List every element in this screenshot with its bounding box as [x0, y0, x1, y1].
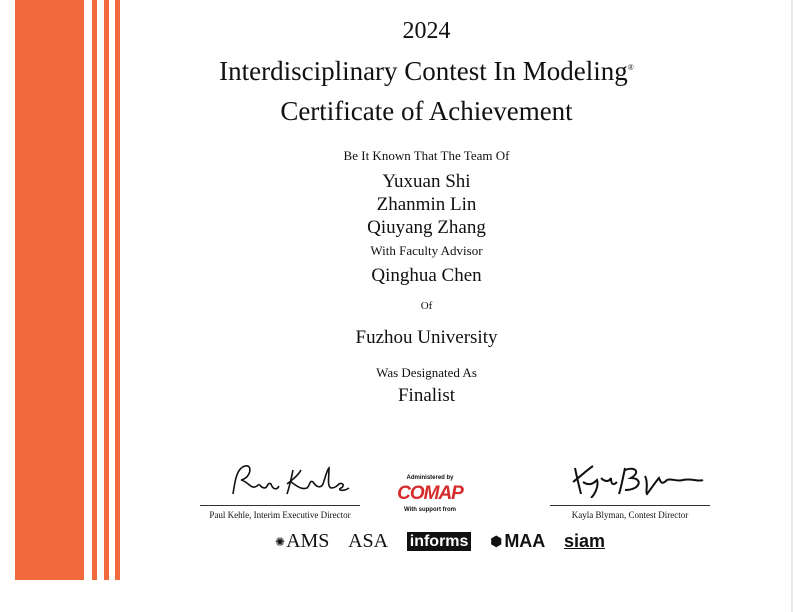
asa-logo: ASA	[348, 530, 389, 552]
ams-icon: ✺	[275, 534, 286, 549]
team-intro: Be It Known That The Team Of	[343, 148, 510, 163]
right-signature-caption: Kayla Blyman, Contest Director	[571, 510, 689, 520]
comap-logo-block	[385, 475, 475, 513]
orange-stripe-wide	[15, 0, 84, 580]
orange-stripe-thin-2	[104, 0, 109, 580]
orange-stripe-thin-3	[115, 0, 120, 580]
administered-by-label: Administered by	[406, 475, 454, 481]
partner-logos	[275, 530, 605, 553]
team-member-2: Zhanmin Lin	[376, 194, 477, 215]
left-signature-line	[200, 505, 360, 506]
designation-intro: Was Designated As	[376, 365, 477, 380]
right-signature-line	[550, 505, 710, 506]
registered-mark: ®	[627, 63, 634, 72]
left-signature-image	[205, 460, 355, 498]
certificate-title: Certificate of Achievement	[280, 96, 573, 126]
orange-stripe-thin-1	[92, 0, 97, 580]
contest-title	[60, 56, 793, 87]
team-member-1: Yuxuan Shi	[382, 171, 471, 192]
designation: Finalist	[397, 385, 455, 406]
faculty-advisor: Qinghua Chen	[371, 265, 482, 286]
right-signature-block	[550, 460, 710, 520]
informs-logo: informs	[407, 533, 472, 551]
maa-logo: ⬢ MAA	[490, 531, 546, 551]
right-signature-image	[553, 460, 708, 498]
comap-logo: COMAP	[397, 483, 463, 504]
team-member-3: Qiuyang Zhang	[367, 217, 486, 238]
advisor-intro: With Faculty Advisor	[370, 243, 483, 258]
left-signature-caption: Paul Kehle, Interim Executive Director	[209, 510, 351, 520]
with-support-label: With support from	[404, 507, 456, 513]
of-label: Of	[420, 300, 433, 312]
school-name: Fuzhou University	[355, 327, 498, 348]
certificate-year: 2024	[402, 18, 451, 44]
contest-name: Interdisciplinary Contest In Modeling	[219, 56, 628, 86]
ams-logo: ✺ AMS	[275, 530, 330, 552]
siam-logo: siam	[563, 531, 605, 551]
maa-icon: ⬢	[490, 533, 503, 549]
left-signature-block	[200, 460, 360, 520]
